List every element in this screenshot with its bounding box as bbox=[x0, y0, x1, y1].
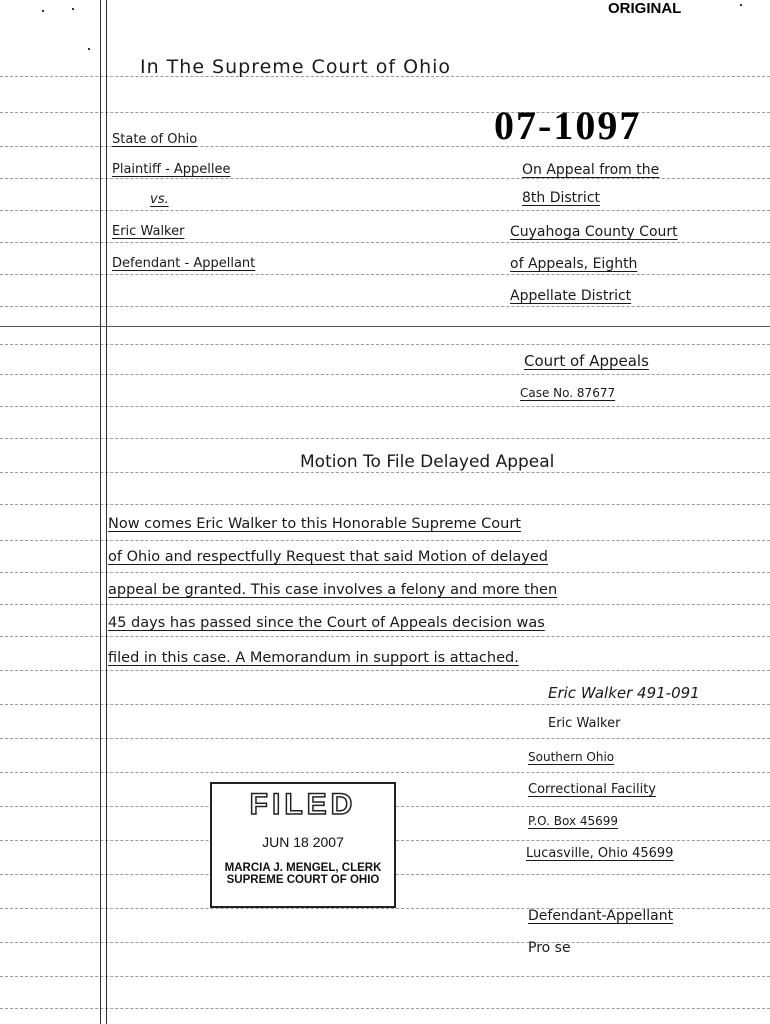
court-of-appeals-case-no: Case No. 87677 bbox=[520, 386, 616, 400]
ruled-line bbox=[0, 306, 770, 307]
ruled-line bbox=[0, 112, 770, 113]
po-box: P.O. Box 45699 bbox=[528, 814, 619, 828]
court-heading: In The Supreme Court of Ohio bbox=[140, 56, 452, 78]
signer-role: Defendant-Appellant bbox=[528, 908, 674, 924]
ruled-line bbox=[0, 670, 770, 671]
appeal-from-line-5: Appellate District bbox=[510, 288, 632, 304]
ruled-line bbox=[0, 636, 770, 637]
margin-line bbox=[100, 0, 101, 1024]
court-of-appeals-label: Court of Appeals bbox=[524, 352, 649, 370]
body-line-3: appeal be granted. This case involves a felony and more then bbox=[108, 582, 558, 598]
ruled-line bbox=[0, 210, 770, 211]
body-line-4: 45 days has passed since the Court of Appeals decision was bbox=[108, 615, 545, 631]
ruled-line bbox=[0, 1008, 770, 1009]
ruled-line bbox=[0, 344, 770, 345]
body-line-5: filed in this case. A Memorandum in support is attached. bbox=[108, 650, 519, 666]
ruled-line bbox=[0, 274, 770, 275]
ruled-line bbox=[0, 472, 770, 473]
ruled-line bbox=[0, 438, 770, 439]
original-stamp: ORIGINAL bbox=[608, 0, 682, 17]
margin-line bbox=[106, 0, 107, 1024]
city-line: Lucasville, Ohio 45699 bbox=[526, 846, 674, 861]
clerk-name: MARCIA J. MENGEL, CLERK bbox=[224, 862, 382, 874]
ruled-line bbox=[0, 242, 770, 243]
signature: Eric Walker 491-091 bbox=[548, 684, 700, 702]
ruled-line bbox=[0, 406, 770, 407]
appeal-from-line-2: 8th District bbox=[522, 190, 601, 206]
clerk-court: SUPREME COURT OF OHIO bbox=[226, 874, 380, 886]
section-divider bbox=[0, 326, 770, 327]
versus-label: vs. bbox=[150, 192, 169, 207]
appeal-from-line-4: of Appeals, Eighth bbox=[510, 256, 638, 272]
ruled-line bbox=[0, 704, 770, 705]
institution-line-2: Correctional Facility bbox=[528, 782, 656, 797]
ruled-line bbox=[0, 374, 770, 375]
ruled-line bbox=[0, 540, 770, 541]
appellee-role: Plaintiff - Appellee bbox=[112, 162, 231, 177]
scan-speck bbox=[42, 10, 44, 12]
scan-speck bbox=[88, 48, 90, 50]
appeal-from-line-1: On Appeal from the bbox=[522, 162, 660, 178]
case-number: 07-1097 bbox=[494, 103, 642, 148]
scan-speck bbox=[740, 4, 742, 6]
ruled-line bbox=[0, 572, 770, 573]
filed-word: FILED bbox=[249, 788, 357, 821]
ruled-line bbox=[0, 772, 770, 773]
ruled-line bbox=[0, 178, 770, 179]
filed-stamp bbox=[210, 782, 396, 908]
appellee-name: State of Ohio bbox=[112, 132, 198, 147]
institution-line-1: Southern Ohio bbox=[528, 750, 615, 764]
pro-se: Pro se bbox=[528, 940, 571, 956]
signer-name: Eric Walker bbox=[548, 716, 621, 731]
ruled-line bbox=[0, 942, 770, 943]
ruled-line bbox=[0, 504, 770, 505]
appellant-role: Defendant - Appellant bbox=[112, 256, 256, 271]
ruled-line bbox=[0, 976, 770, 977]
appeal-from-line-3: Cuyahoga County Court bbox=[510, 224, 678, 240]
filed-date: JUN 18 2007 bbox=[262, 834, 344, 850]
ruled-line bbox=[0, 738, 770, 739]
body-line-2: of Ohio and respectfully Request that said Motion of delayed bbox=[108, 549, 548, 565]
appellant-name: Eric Walker bbox=[112, 224, 185, 239]
scan-speck bbox=[72, 8, 74, 10]
ruled-line bbox=[0, 604, 770, 605]
body-line-1: Now comes Eric Walker to this Honorable Supreme Court bbox=[108, 516, 521, 532]
motion-title: Motion To File Delayed Appeal bbox=[300, 452, 555, 472]
